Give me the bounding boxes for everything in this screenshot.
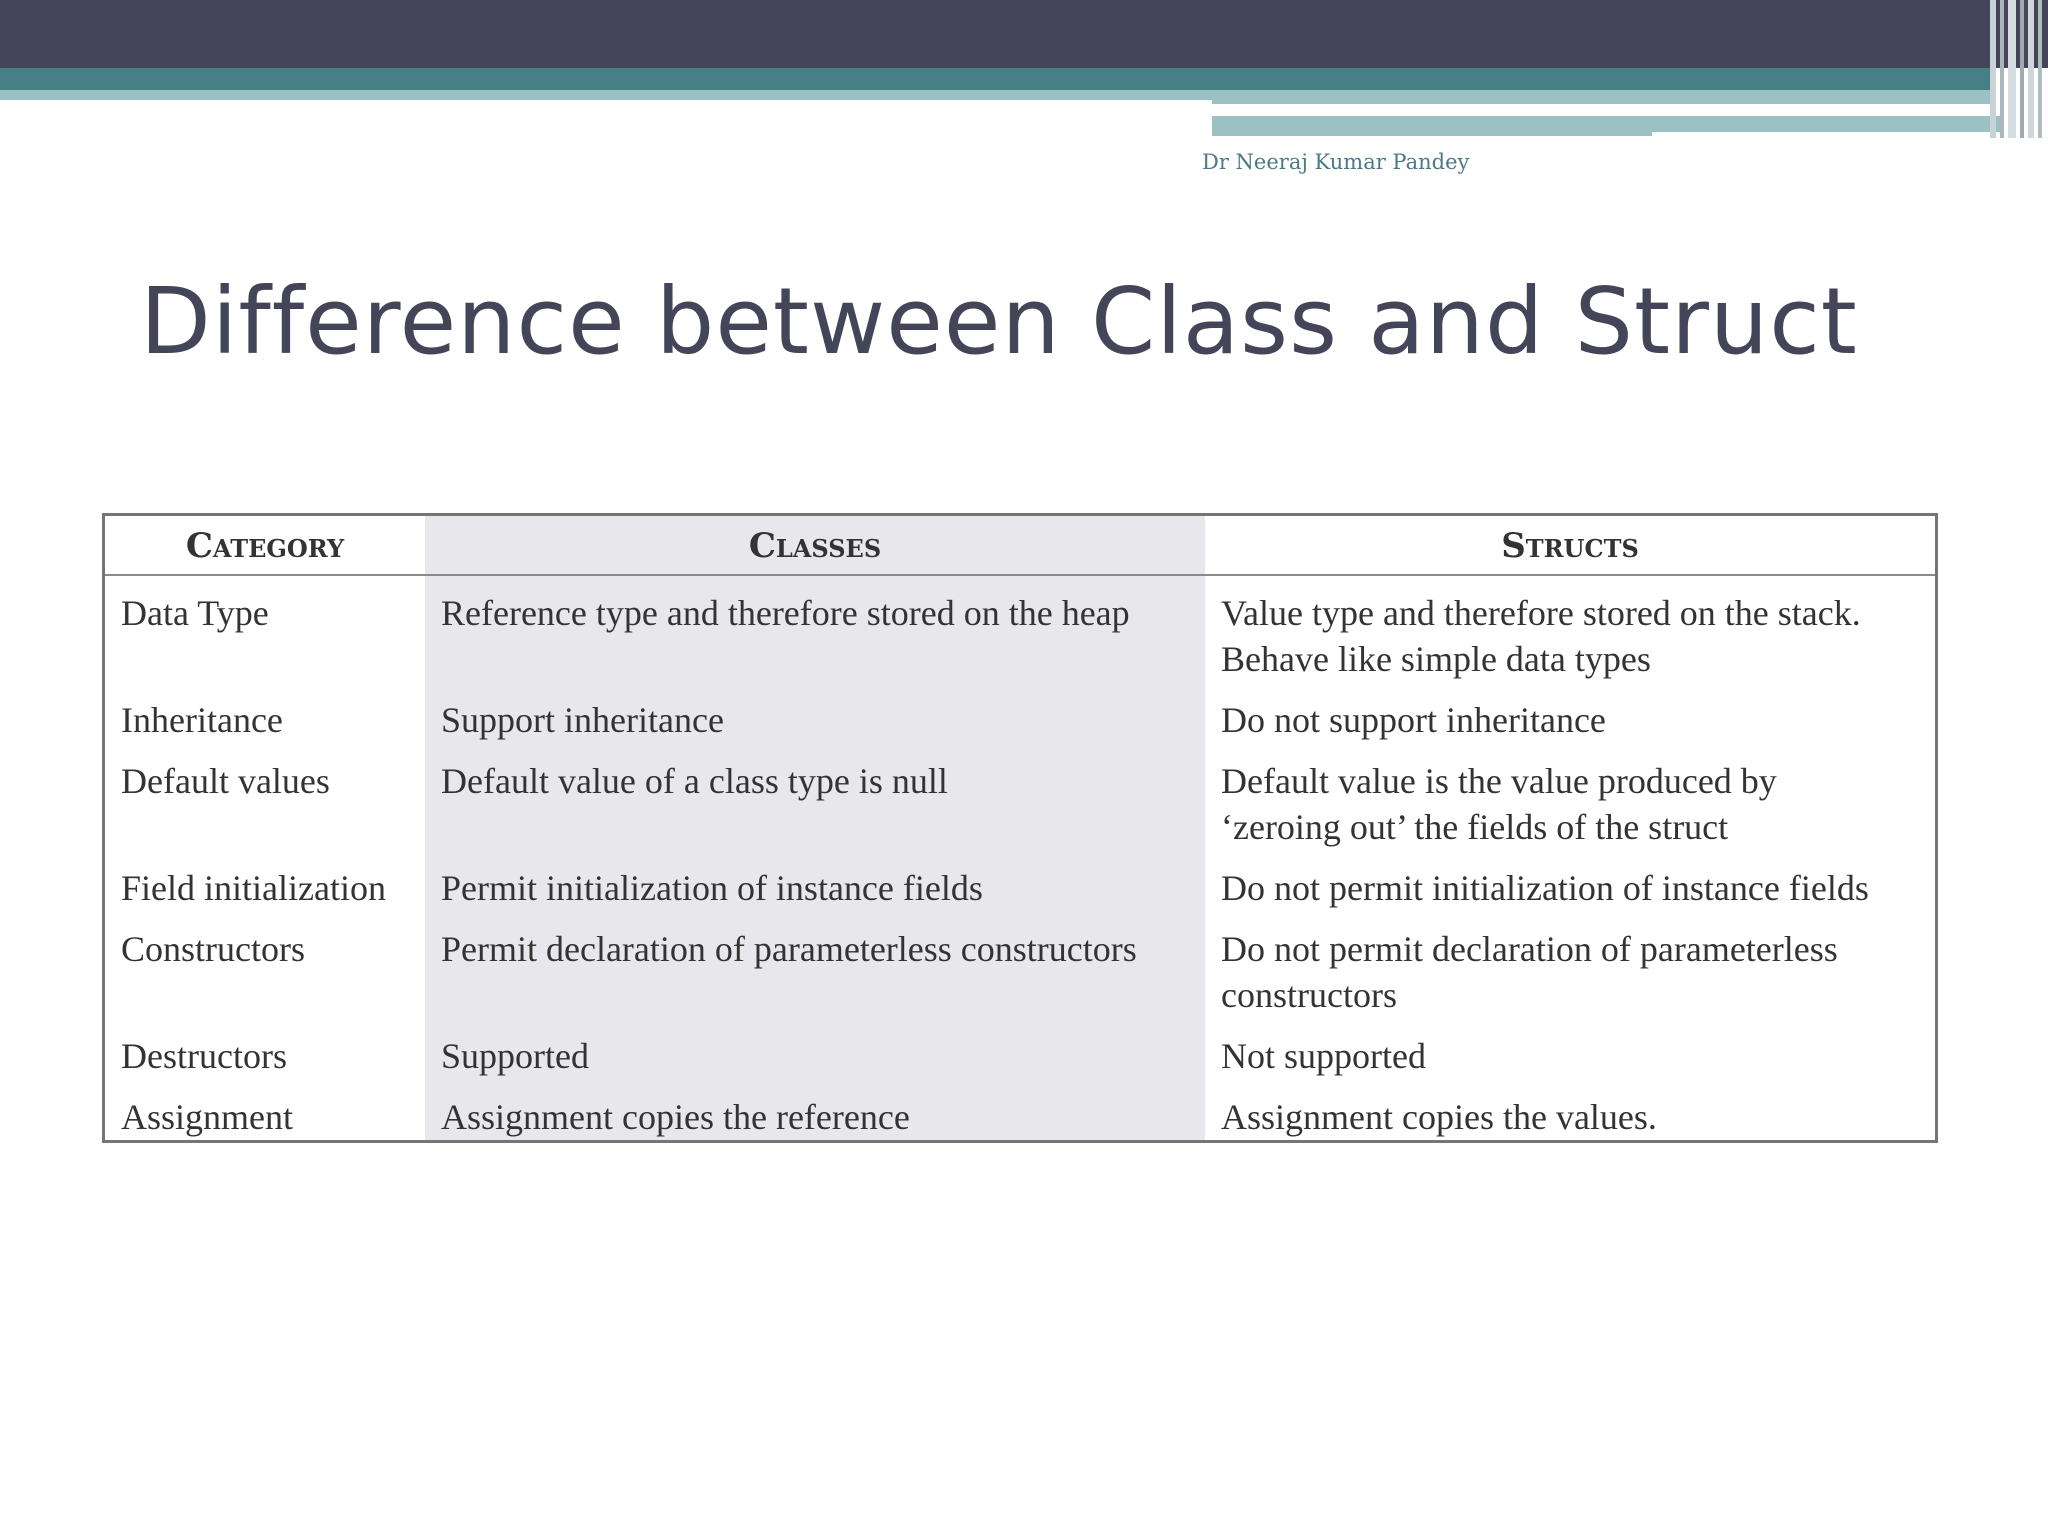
slide-author: Dr Neeraj Kumar Pandey (1202, 150, 1470, 174)
row-structs-line: Value type and therefore stored on the stack. (1221, 593, 1861, 633)
comparison-table (102, 513, 1938, 1143)
row-structs (1221, 1094, 1931, 1140)
row-category: Assignment (121, 1097, 294, 1137)
header-stripe (2038, 0, 2042, 138)
row-structs-line: Default value is the value produced by (1221, 761, 1777, 801)
row-structs-line: Do not support inheritance (1221, 700, 1606, 740)
row-structs (1221, 758, 1931, 850)
row-structs (1221, 865, 1931, 911)
header-right-band-end (1652, 116, 2002, 132)
header-stripe (1990, 0, 1996, 138)
header-category: Category (185, 526, 345, 566)
row-category: Constructors (121, 929, 305, 969)
row-structs-line: constructors (1221, 975, 1397, 1015)
header-stripe (2000, 0, 2004, 138)
header-dark-band (0, 0, 2048, 68)
table-header-row (105, 516, 1935, 576)
header-stripe (2028, 0, 2034, 138)
header-right-band (1212, 90, 1990, 104)
row-classes: Assignment copies the reference (441, 1097, 910, 1137)
row-category: Data Type (121, 593, 269, 633)
row-category: Destructors (121, 1036, 287, 1076)
row-category: Inheritance (121, 700, 283, 740)
row-structs-line: Assignment copies the values. (1221, 1097, 1657, 1137)
row-structs (1221, 697, 1931, 743)
row-structs (1221, 926, 1931, 1018)
row-category: Field initialization (121, 868, 386, 908)
row-structs-line: Do not permit initialization of instance fields (1221, 868, 1869, 908)
row-structs (1221, 590, 1931, 682)
row-structs-line: Not supported (1221, 1036, 1426, 1076)
slide-title: Difference between Class and Struct (140, 268, 1858, 375)
header-stripe (2020, 0, 2024, 138)
header-stripe (2008, 0, 2016, 138)
header-right-band-lower (1212, 116, 1652, 136)
row-classes: Support inheritance (441, 700, 724, 740)
header-teal-band (0, 68, 1990, 90)
header-structs: Structs (1501, 526, 1639, 566)
header-light-band (0, 90, 1212, 100)
row-classes: Permit initialization of instance fields (441, 868, 983, 908)
row-classes: Supported (441, 1036, 589, 1076)
row-category: Default values (121, 761, 330, 801)
row-structs-line: ‘zeroing out’ the fields of the struct (1221, 807, 1729, 847)
row-structs-line: Do not permit declaration of parameterless (1221, 929, 1838, 969)
row-classes: Default value of a class type is null (441, 761, 948, 801)
row-structs-line: Behave like simple data types (1221, 639, 1651, 679)
row-classes: Permit declaration of parameterless constructors (441, 929, 1137, 969)
header-classes: Classes (748, 526, 882, 566)
row-structs (1221, 1033, 1931, 1079)
row-classes: Reference type and therefore stored on the heap (441, 593, 1130, 633)
